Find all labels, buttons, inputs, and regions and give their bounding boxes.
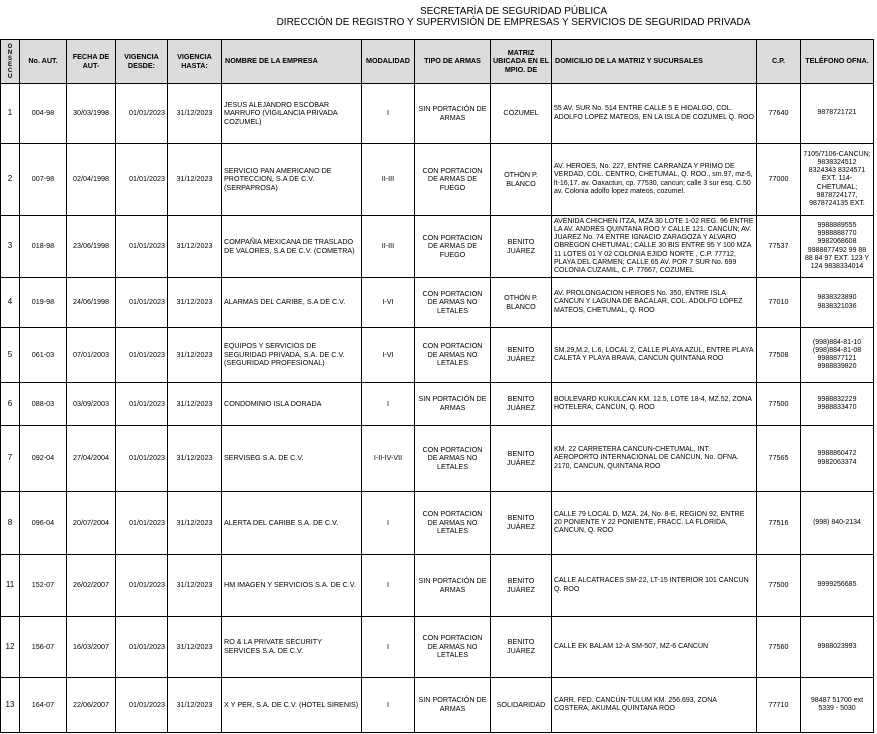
cell-cp: 77508 — [757, 328, 801, 383]
cell-hasta: 31/12/2023 — [168, 426, 222, 492]
cell-tel: 9878721721 — [801, 84, 874, 144]
table-row — [1, 492, 874, 555]
cell-tel: 98487 51700 ext 5339 - 5030 — [801, 678, 874, 733]
cell-hasta: 31/12/2023 — [168, 492, 222, 555]
cell-armas: CON PORTACION DE ARMAS NO LETALES — [415, 278, 491, 328]
cell-mod: I — [362, 678, 415, 733]
cell-aut: 092-04 — [20, 426, 67, 492]
cell-aut: 004-98 — [20, 84, 67, 144]
cell-cp: 77500 — [757, 383, 801, 426]
cell-nombre: JESUS ALEJANDRO ESCOBAR MARRUFO (VIGILANCIA PRIVADA COZUMEL) — [222, 84, 362, 144]
cell-nombre: SERVISEG S.A. DE C.V. — [222, 426, 362, 492]
cell-nombre: RO & LA PRIVATE SECURITY SERVICES S.A. DE C.V. — [222, 617, 362, 678]
cell-dom: BOULEVARD KUKULCAN KM. 12.5, LOTE 18-4, MZ.52, ZONA HOTELERA, CANCUN, Q. ROO — [552, 383, 757, 426]
table-header-row — [1, 40, 874, 84]
cell-nombre: CONDOMINIO ISLA DORADA — [222, 383, 362, 426]
cell-aut: 007-98 — [20, 144, 67, 216]
cell-cp: 77000 — [757, 144, 801, 216]
header-telefono: TELÉFONO OFNA. — [801, 40, 874, 84]
cell-hasta: 31/12/2023 — [168, 216, 222, 278]
cell-desde: 01/01/2023 — [116, 328, 168, 383]
cell-armas: CON PORTACION DE ARMAS NO LETALES — [415, 426, 491, 492]
cell-cp: 77560 — [757, 617, 801, 678]
cell-cp: 77640 — [757, 84, 801, 144]
table-row — [1, 328, 874, 383]
cell-n: 3 — [1, 216, 20, 278]
cell-armas: SIN PORTACIÓN DE ARMAS — [415, 383, 491, 426]
cell-desde: 01/01/2023 — [116, 492, 168, 555]
cell-armas: CON PORTACION DE ARMAS NO LETALES — [415, 328, 491, 383]
cell-desde: 01/01/2023 — [116, 678, 168, 733]
cell-hasta: 31/12/2023 — [168, 328, 222, 383]
cell-mpio: SOLIDARIDAD — [491, 678, 552, 733]
cell-fecha: 20/07/2004 — [67, 492, 116, 555]
cell-armas: CON PORTACION DE ARMAS NO LETALES — [415, 617, 491, 678]
cell-cp: 77010 — [757, 278, 801, 328]
cell-desde: 01/01/2023 — [116, 84, 168, 144]
cell-mod: I — [362, 383, 415, 426]
cell-mod: II-III — [362, 144, 415, 216]
cell-nombre: SERVICIO PAN AMERICANO DE PROTECCION, S.A DE C.V. (SERPAPROSA) — [222, 144, 362, 216]
table-row — [1, 426, 874, 492]
cell-n: 6 — [1, 383, 20, 426]
cell-hasta: 31/12/2023 — [168, 555, 222, 617]
cell-n: 7 — [1, 426, 20, 492]
cell-aut: 018-98 — [20, 216, 67, 278]
companies-table — [0, 39, 874, 733]
header-hasta: VIGENCIA HASTA: — [168, 40, 222, 84]
header-modalidad: MODALIDAD — [362, 40, 415, 84]
header-desde: VIGENCIA DESDE: — [116, 40, 168, 84]
document-header — [0, 6, 877, 28]
cell-n: 2 — [1, 144, 20, 216]
cell-nombre: ALERTA DEL CARIBE S.A. DE C.V. — [222, 492, 362, 555]
cell-cp: 77537 — [757, 216, 801, 278]
cell-cp: 77565 — [757, 426, 801, 492]
cell-desde: 01/01/2023 — [116, 144, 168, 216]
cell-n: 1 — [1, 84, 20, 144]
cell-mod: I-II-IV-VII — [362, 426, 415, 492]
cell-tel: 9838323890 9838321036 — [801, 278, 874, 328]
table-row — [1, 144, 874, 216]
cell-nombre: ALARMAS DEL CARIBE, S.A DE C.V. — [222, 278, 362, 328]
cell-mpio: BENITO JUÁREZ — [491, 383, 552, 426]
table-row — [1, 383, 874, 426]
cell-mpio: OTHÓN P. BLANCO — [491, 144, 552, 216]
table-row — [1, 678, 874, 733]
cell-desde: 01/01/2023 — [116, 426, 168, 492]
cell-aut: 088-03 — [20, 383, 67, 426]
cell-nombre: EQUIPOS Y SERVICIOS DE SEGURIDAD PRIVADA, S.A. DE C.V. (SEGURIDAD PROFESIONAL) — [222, 328, 362, 383]
cell-hasta: 31/12/2023 — [168, 617, 222, 678]
cell-tel: 7105/7106-CANCUN; 9838324512 8324343 8324571 EXT. 114-CHETUMAL; 9878724177, 9878724135 EXT. — [801, 144, 874, 216]
cell-hasta: 31/12/2023 — [168, 144, 222, 216]
cell-tel: 9988023993 — [801, 617, 874, 678]
cell-tel: (998) 840-2134 — [801, 492, 874, 555]
cell-tel: 9988860472 9982063374 — [801, 426, 874, 492]
cell-mod: I — [362, 84, 415, 144]
cell-dom: CALLE 79 LOCAL D, MZA. 24, No. 8-E, REGION 92, ENTRE 20 PONIENTE Y 22 PONIENTE, FRACC. LA FLORIDA, CANCUN, Q. ROO — [552, 492, 757, 555]
cell-desde: 01/01/2023 — [116, 383, 168, 426]
cell-mpio: COZUMEL — [491, 84, 552, 144]
cell-mpio: BENITO JUÁREZ — [491, 617, 552, 678]
table-row — [1, 84, 874, 144]
cell-fecha: 02/04/1998 — [67, 144, 116, 216]
cell-n: 4 — [1, 278, 20, 328]
table-row — [1, 216, 874, 278]
cell-dom: CALLE ALCATRACES SM-22, LT-15 INTERIOR 101 CANCUN Q. ROO — [552, 555, 757, 617]
cell-mod: I — [362, 492, 415, 555]
cell-armas: SIN PORTACIÓN DE ARMAS — [415, 84, 491, 144]
cell-fecha: 26/02/2007 — [67, 555, 116, 617]
cell-aut: 156-07 — [20, 617, 67, 678]
cell-armas: CON PORTACION DE ARMAS DE FUEGO — [415, 144, 491, 216]
cell-mpio: BENITO JUÁREZ — [491, 426, 552, 492]
cell-desde: 01/01/2023 — [116, 617, 168, 678]
cell-n: 5 — [1, 328, 20, 383]
cell-desde: 01/01/2023 — [116, 555, 168, 617]
header-matriz: MATRIZ UBICADA EN EL MPIO. DE — [491, 40, 552, 84]
cell-dom: SM.29,M.2, L.6, LOCAL 2, CALLE PLAYA AZUL, ENTRE PLAYA CALETA Y PLAYA BRAVA, CANCUN QUINTANA ROO — [552, 328, 757, 383]
header-line-2: DIRECCIÓN DE REGISTRO Y SUPERVISIÓN DE EMPRESAS Y SERVICIOS DE SEGURIDAD PRIVADA — [276, 17, 751, 28]
cell-aut: 061-03 — [20, 328, 67, 383]
cell-hasta: 31/12/2023 — [168, 383, 222, 426]
cell-aut: 096-04 — [20, 492, 67, 555]
cell-mpio: BENITO JUÁREZ — [491, 555, 552, 617]
cell-hasta: 31/12/2023 — [168, 278, 222, 328]
cell-aut: 019-98 — [20, 278, 67, 328]
cell-dom: AV. HEROES, No. 227, ENTRE CARRANZA Y PRIMO DE VERDAD, COL. CENTRO, CHETUMAL, Q. ROO., sm.97, mz-5, lt-16,17. av. Oaxactun, cp. 77530, cancun; calle 3 sur esq. C.50 av. Colonia adolfo lopez mateos, cozumel. — [552, 144, 757, 216]
header-cp: C.P. — [757, 40, 801, 84]
cell-dom: CALLE EK BALAM 12-A SM-507, MZ-6 CANCUN — [552, 617, 757, 678]
cell-n: 11 — [1, 555, 20, 617]
cell-fecha: 03/09/2003 — [67, 383, 116, 426]
cell-fecha: 07/01/2003 — [67, 328, 116, 383]
cell-fecha: 24/06/1998 — [67, 278, 116, 328]
cell-mod: I-VI — [362, 278, 415, 328]
cell-nombre: X Y PER, S.A. DE C.V. (HOTEL SIRENIS) — [222, 678, 362, 733]
table-row — [1, 278, 874, 328]
cell-fecha: 30/03/1998 — [67, 84, 116, 144]
cell-fecha: 16/03/2007 — [67, 617, 116, 678]
header-nombre: NOMBRE DE LA EMPRESA — [222, 40, 362, 84]
cell-tel: 9988889555 9988888770 9982068608 9988877492 99 88 88 84 97 EXT. 123 Y 124 9838334014 — [801, 216, 874, 278]
cell-mod: II-III — [362, 216, 415, 278]
cell-mod: I — [362, 555, 415, 617]
cell-tel: 9988832229 9988833470 — [801, 383, 874, 426]
cell-fecha: 22/06/2007 — [67, 678, 116, 733]
cell-armas: CON PORTACION DE ARMAS NO LETALES — [415, 492, 491, 555]
cell-fecha: 23/06/1998 — [67, 216, 116, 278]
cell-cp: 77500 — [757, 555, 801, 617]
cell-mpio: BENITO JUÁREZ — [491, 328, 552, 383]
cell-n: 12 — [1, 617, 20, 678]
cell-mpio: OTHÓN P. BLANCO — [491, 278, 552, 328]
cell-tel: 9999256685 — [801, 555, 874, 617]
cell-armas: SIN PORTACIÓN DE ARMAS — [415, 555, 491, 617]
table-row — [1, 617, 874, 678]
cell-aut: 164-07 — [20, 678, 67, 733]
header-domicilio: DOMICILIO DE LA MATRIZ Y SUCURSALES — [552, 40, 757, 84]
cell-mod: I — [362, 617, 415, 678]
cell-mpio: BENITO JUÁREZ — [491, 216, 552, 278]
cell-nombre: COMPAÑIA MEXICANA DE TRASLADO DE VALORES, S.A DE C.V. (COMETRA) — [222, 216, 362, 278]
cell-cp: 77516 — [757, 492, 801, 555]
cell-armas: SIN PORTACIÓN DE ARMAS — [415, 678, 491, 733]
header-fecha: FECHA DE AUT- — [67, 40, 116, 84]
cell-tel: (998)884-81-10 (998)884-81-08 9988877121 9988839820 — [801, 328, 874, 383]
cell-desde: 01/01/2023 — [116, 278, 168, 328]
cell-n: 13 — [1, 678, 20, 733]
cell-hasta: 31/12/2023 — [168, 84, 222, 144]
cell-dom: 55 AV. SUR No. 514 ENTRE CALLE 5 E HIDALGO, COL. ADOLFO LOPEZ MATEOS, EN LA ISLA DE COZUMEL Q. ROO — [552, 84, 757, 144]
table-row — [1, 555, 874, 617]
header-line-1: SECRETARÍA DE SEGURIDAD PÚBLICA — [419, 6, 608, 17]
cell-aut: 152-07 — [20, 555, 67, 617]
cell-cp: 77710 — [757, 678, 801, 733]
cell-fecha: 27/04/2004 — [67, 426, 116, 492]
cell-nombre: HM IMAGEN Y SERVICIOS S.A. DE C.V. — [222, 555, 362, 617]
cell-mpio: BENITO JUÁREZ — [491, 492, 552, 555]
cell-armas: CON PORTACION DE ARMAS DE FUEGO — [415, 216, 491, 278]
header-armas: TIPO DE ARMAS — [415, 40, 491, 84]
cell-desde: 01/01/2023 — [116, 216, 168, 278]
cell-dom: AV. PROLONGACION HEROES No. 350, ENTRE ISLA CANCUN Y LAGUNA DE BACALAR, COL. ADOLFO LÓPEZ MATEOS, CHETUMAL, Q. ROO — [552, 278, 757, 328]
header-no-aut: No. AUT. — [20, 40, 67, 84]
cell-dom: KM. 22 CARRETERA CANCUN-CHETUMAL, INT. AEROPORTO INTERNACIONAL DE CANCUN, No. OFNA. 2170, CANCUN, QUINTANA ROO — [552, 426, 757, 492]
header-consec: O N S E C U — [1, 40, 20, 84]
cell-n: 8 — [1, 492, 20, 555]
cell-dom: CARR. FED. CANCÚN-TULUM KM. 256.693, ZONA COSTERA, AKUMAL QUINTANA ROO — [552, 678, 757, 733]
cell-hasta: 31/12/2023 — [168, 678, 222, 733]
cell-dom: AVENIDA CHICHEN ITZA, MZA 30 LOTE 1-02 REG. 96 ENTRE LA AV. ANDRES QUINTANA ROO Y CALLE 121. CANCUN; AV. JUAREZ No. 74 ENTRE IGNACIO ZARAGOZA Y ALVARO OBREGON CHETUMAL; CALLE 30 BIS ENTRE 95 Y 100 MZA 11 LOTES 01 Y 02 COLONIA EJIDO NORTE , C.P. 77712, PLAYA DEL CARMEN; CALLE 65 AV. POR 7 SUR No. 699 COLONIA CUZAMIL, C.P. 77667, COZUMEL — [552, 216, 757, 278]
cell-mod: I-VI — [362, 328, 415, 383]
